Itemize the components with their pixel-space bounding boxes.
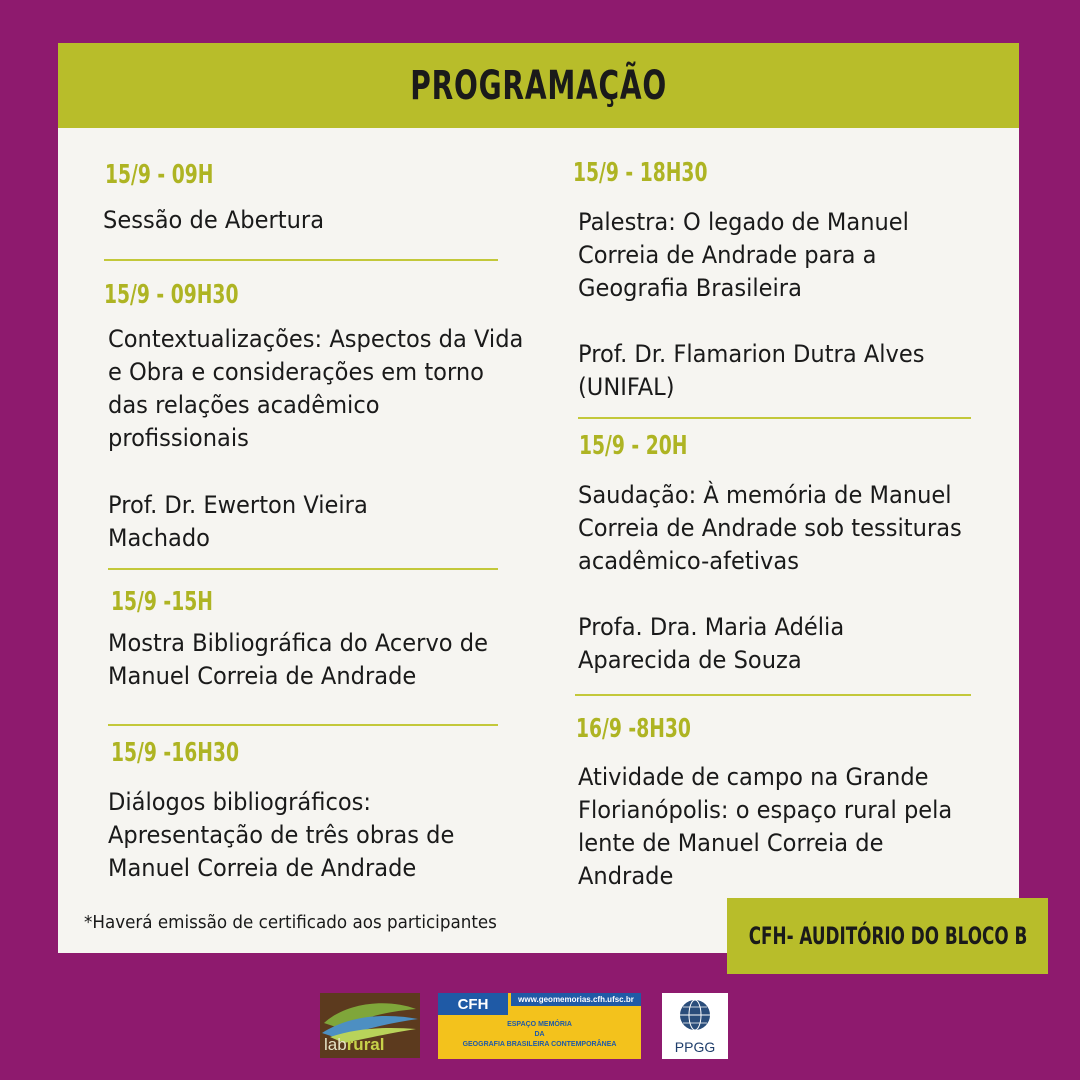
session-title: Palestra: O legado de Manuel Correia de Andrade para a Geografia Brasileira <box>578 208 909 302</box>
cfh-line-2: DA <box>534 1031 545 1038</box>
session-title: Sessão de Abertura <box>103 206 325 234</box>
time-label: 16/9 -8H30 <box>576 714 691 744</box>
page-title: PROGRAMAÇÃO <box>410 62 667 109</box>
labrural-lab-text: lab <box>324 1035 347 1054</box>
time-label: 15/9 -15H <box>111 587 213 617</box>
session-title: Atividade de campo na Grande Florianópolis: o espaço rural pela lente de Manuel Correia de Andrade <box>578 763 953 890</box>
ppgg-label: PPGG <box>674 1039 716 1055</box>
certificate-note: *Haverá emissão de certificado aos participantes <box>84 912 497 933</box>
divider <box>108 568 498 570</box>
speaker-name: Prof. Dr. Ewerton Vieira Machado <box>108 491 368 552</box>
time-label: 15/9 - 18H30 <box>573 158 708 188</box>
program-header <box>58 43 1019 128</box>
cfh-tag: CFH <box>438 993 508 1015</box>
speaker-name: Profa. Dra. Maria Adélia Aparecida de Souza <box>578 613 845 674</box>
divider <box>104 259 498 261</box>
cfh-url: www.geomemorias.cfh.ufsc.br <box>511 993 641 1006</box>
labrural-wordmark <box>324 1035 384 1055</box>
venue-badge <box>727 898 1048 974</box>
session-title: Diálogos bibliográficos: Apresentação de três obras de Manuel Correia de Andrade <box>108 788 455 882</box>
session-title: Contextualizações: Aspectos da Vida e Obra e considerações em torno das relações acadêmico profissionais <box>108 325 524 452</box>
time-label: 15/9 - 09H <box>105 160 214 190</box>
divider <box>578 417 971 419</box>
cfh-logo <box>438 993 641 1059</box>
time-label: 15/9 - 20H <box>579 431 688 461</box>
cfh-line-3: GEOGRAFIA BRASILEIRA CONTEMPORÂNEA <box>462 1041 617 1048</box>
session-title: Mostra Bibliográfica do Acervo de Manuel Correia de Andrade <box>108 629 488 690</box>
session-title: Saudação: À memória de Manuel Correia de Andrade sob tessituras acadêmico-afetivas <box>578 481 962 575</box>
labrural-logo <box>320 993 420 1058</box>
venue-label: CFH- AUDITÓRIO DO BLOCO B <box>748 922 1027 950</box>
labrural-rural-text: rural <box>346 1035 385 1054</box>
time-label: 15/9 -16H30 <box>111 738 239 768</box>
cfh-line-1: ESPAÇO MEMÓRIA <box>507 1021 572 1028</box>
ppgg-logo <box>662 993 728 1059</box>
divider <box>575 694 971 696</box>
time-label: 15/9 - 09H30 <box>104 280 239 310</box>
divider <box>108 724 498 726</box>
speaker-name: Prof. Dr. Flamarion Dutra Alves (UNIFAL) <box>578 340 925 401</box>
